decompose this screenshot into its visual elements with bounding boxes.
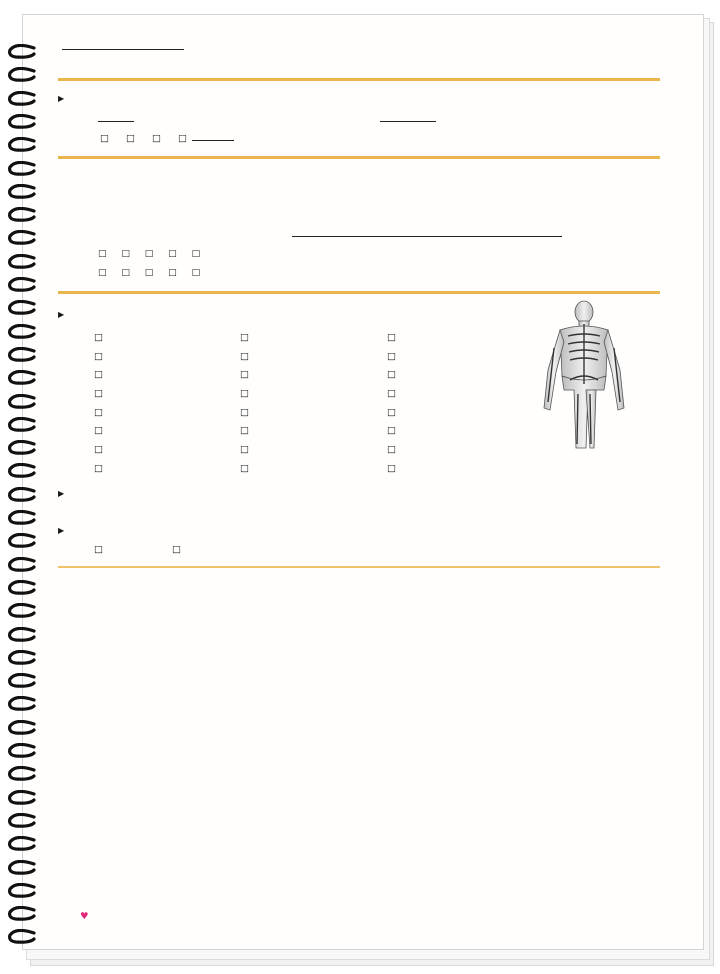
- period-row: [94, 268, 216, 278]
- divider: [58, 291, 660, 294]
- symptom-checkbox[interactable]: [94, 422, 105, 441]
- oriental-outpatient-checkbox[interactable]: [192, 249, 203, 259]
- symptom-checkbox[interactable]: [387, 422, 478, 441]
- name-row: [58, 40, 184, 53]
- symptom-checkbox[interactable]: [240, 385, 251, 404]
- work-shift-checkbox[interactable]: [152, 133, 163, 144]
- work-night-checkbox[interactable]: [126, 133, 137, 144]
- footer: ♥: [80, 911, 89, 922]
- job-row: [376, 114, 436, 125]
- symptom-checkbox[interactable]: [387, 441, 478, 460]
- symptom-checkbox[interactable]: [94, 348, 105, 367]
- work-other-checkbox[interactable]: [178, 133, 189, 144]
- ortho-inpatient-checkbox[interactable]: [121, 249, 132, 259]
- claim-row: [94, 210, 112, 221]
- body-diagram[interactable]: [532, 298, 636, 454]
- symptom-question: ▶: [58, 310, 65, 319]
- period-2w-checkbox[interactable]: [145, 268, 156, 278]
- other-hosp-row: [94, 249, 202, 259]
- onset-question: ▶: [58, 489, 65, 498]
- symptom-checkbox[interactable]: [387, 348, 478, 367]
- work-row: [94, 133, 234, 144]
- symptom-column-2: [240, 329, 251, 479]
- work-day-checkbox[interactable]: [100, 133, 111, 144]
- age-field[interactable]: [98, 121, 134, 122]
- first-visit-checkbox[interactable]: [98, 249, 109, 259]
- surgery-options: [94, 544, 329, 555]
- symptom-checkbox[interactable]: [240, 460, 251, 479]
- symptom-column-1: [94, 329, 105, 479]
- period-none-checkbox[interactable]: [98, 268, 109, 278]
- age-row: [94, 114, 134, 125]
- name-field[interactable]: [62, 49, 184, 50]
- symptom-checkbox[interactable]: [240, 404, 251, 423]
- period-1m-checkbox[interactable]: [168, 268, 179, 278]
- surgery-no-checkbox[interactable]: [94, 544, 105, 555]
- symptom-checkbox[interactable]: [240, 441, 251, 460]
- symptom-checkbox[interactable]: [387, 329, 478, 348]
- symptom-checkbox[interactable]: [240, 422, 251, 441]
- symptom-checkbox[interactable]: [387, 460, 478, 479]
- divider: [58, 566, 660, 568]
- symptom-checkbox[interactable]: [240, 329, 251, 348]
- oriental-inpatient-checkbox[interactable]: [168, 249, 179, 259]
- summary-row: [292, 229, 562, 240]
- divider: [58, 156, 660, 159]
- section-basic: ▶: [58, 94, 65, 103]
- symptom-checkbox[interactable]: [387, 404, 478, 423]
- period-1w-checkbox[interactable]: [121, 268, 132, 278]
- symptom-checkbox[interactable]: [94, 366, 105, 385]
- symptom-column-3: [387, 329, 478, 479]
- symptom-checkbox[interactable]: [94, 460, 105, 479]
- symptom-checkbox[interactable]: [94, 441, 105, 460]
- job-field[interactable]: [380, 121, 436, 122]
- surgery-yes-checkbox[interactable]: [172, 544, 183, 555]
- symptom-checkbox[interactable]: [94, 329, 105, 348]
- symptom-checkbox[interactable]: [94, 385, 105, 404]
- symptom-checkbox[interactable]: [240, 348, 251, 367]
- surgery-question: ▶: [58, 526, 65, 535]
- symptom-checkbox[interactable]: [387, 385, 478, 404]
- symptom-checkbox[interactable]: [387, 366, 478, 385]
- summary-field[interactable]: [292, 236, 562, 237]
- symptom-checkbox[interactable]: [240, 366, 251, 385]
- date-row: [94, 229, 173, 240]
- ortho-outpatient-checkbox[interactable]: [145, 249, 156, 259]
- work-other-field[interactable]: [192, 140, 234, 141]
- symptom-checkbox[interactable]: [94, 404, 105, 423]
- divider: [58, 78, 660, 81]
- period-over1m-checkbox[interactable]: [192, 268, 203, 278]
